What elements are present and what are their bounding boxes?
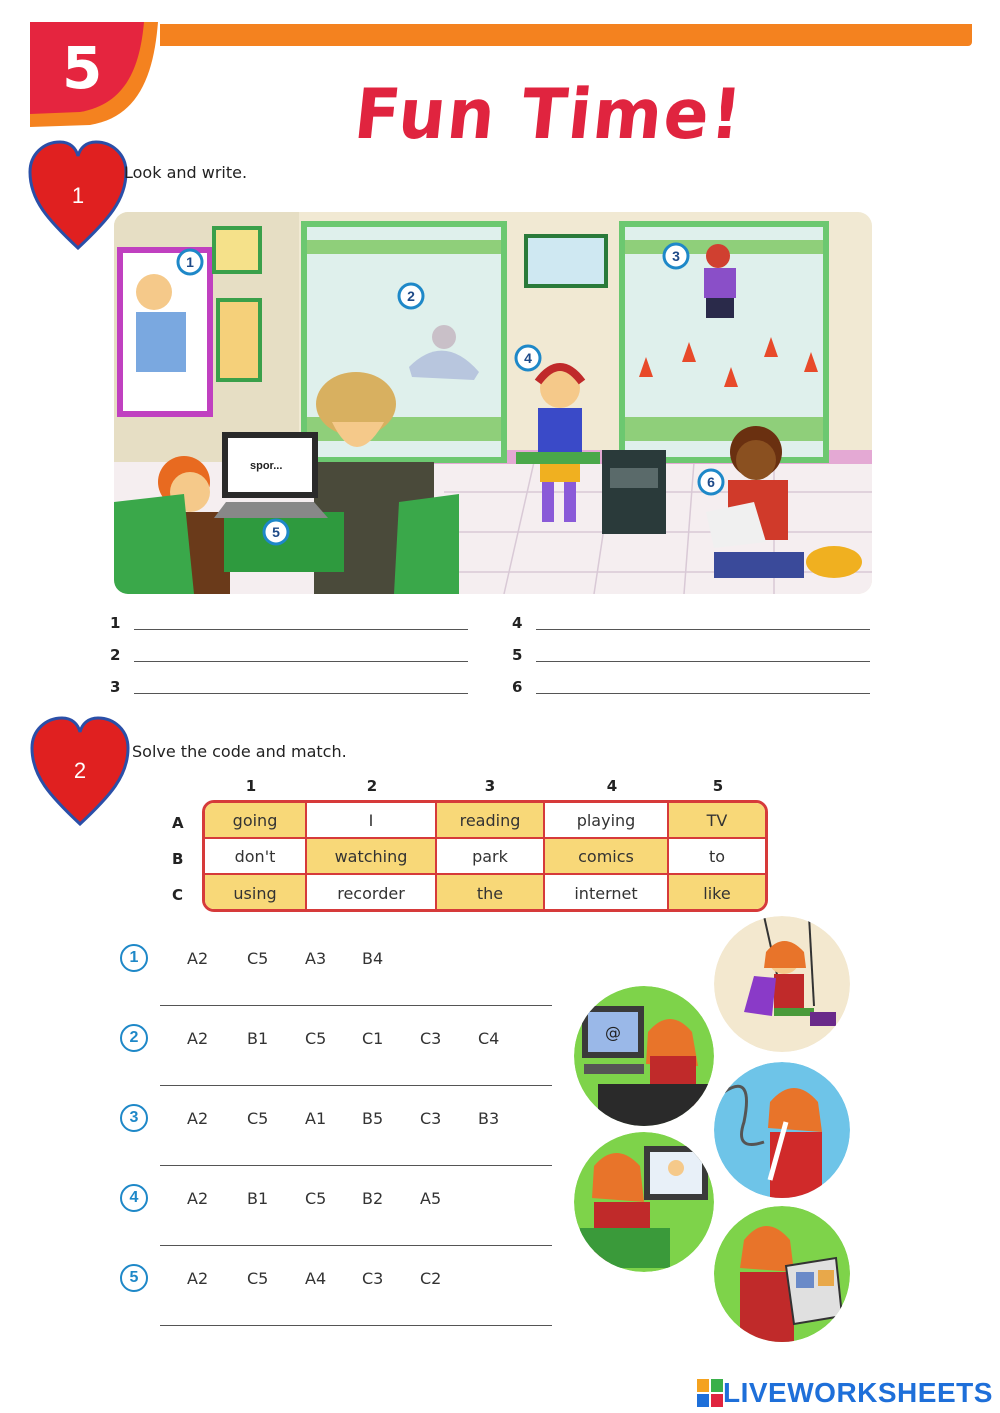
code-reference: C1 <box>362 1029 384 1048</box>
column-header-5: 5 <box>712 777 724 795</box>
answer-line[interactable] <box>536 661 870 662</box>
code-cell: recorder <box>307 875 437 911</box>
answer-number: 1 <box>110 614 121 632</box>
code-reference: C5 <box>305 1029 327 1048</box>
question-number: 3 <box>120 1104 148 1132</box>
row-label-c: C <box>172 886 184 904</box>
code-reference: A5 <box>420 1189 442 1208</box>
answer-line[interactable] <box>134 629 468 630</box>
answer-line[interactable] <box>160 1245 552 1246</box>
svg-text:@: @ <box>605 1023 621 1042</box>
code-reference: A4 <box>305 1269 327 1288</box>
scene-badge-5: 5 <box>272 524 280 540</box>
column-header-1: 1 <box>245 777 257 795</box>
code-reference: C5 <box>247 949 269 968</box>
column-header-2: 2 <box>366 777 378 795</box>
tv-picture <box>574 1132 714 1272</box>
code-reference: C3 <box>362 1269 384 1288</box>
code-cell: like <box>669 875 765 911</box>
header-bar <box>160 24 972 46</box>
code-reference: C5 <box>247 1269 269 1288</box>
code-reference: B1 <box>247 1029 269 1048</box>
unit-number: 5 <box>62 34 103 102</box>
scene-badge-2: 2 <box>407 288 415 304</box>
recorder-picture <box>714 1062 850 1198</box>
code-cell: playing <box>545 803 669 839</box>
code-reference: A2 <box>187 1269 209 1288</box>
column-header-3: 3 <box>484 777 496 795</box>
code-cell: the <box>437 875 545 911</box>
code-reference: A2 <box>187 949 209 968</box>
exercise-1-number: 1 <box>71 183 85 208</box>
code-cell: going <box>205 803 307 839</box>
scene-badge-1: 1 <box>186 254 194 270</box>
footer-brand <box>697 1376 993 1410</box>
swing-picture <box>714 916 850 1052</box>
question-number: 2 <box>120 1024 148 1052</box>
answer-line[interactable] <box>536 693 870 694</box>
code-reference: A2 <box>187 1029 209 1048</box>
liveworksheets-logo-icon <box>697 1379 723 1407</box>
code-reference: B4 <box>362 949 384 968</box>
code-cell: I <box>307 803 437 839</box>
question-number: 5 <box>120 1264 148 1292</box>
answer-number: 6 <box>512 678 523 696</box>
code-reference: B1 <box>247 1189 269 1208</box>
code-reference: C2 <box>420 1269 442 1288</box>
answer-line[interactable] <box>160 1325 552 1326</box>
answer-line[interactable] <box>160 1165 552 1166</box>
exercise-1-instruction: Look and write. <box>124 163 248 182</box>
code-reference: A2 <box>187 1189 209 1208</box>
code-reference: A2 <box>187 1109 209 1128</box>
answer-number: 4 <box>512 614 523 632</box>
code-cell: to <box>669 839 765 875</box>
code-cell: reading <box>437 803 545 839</box>
code-reference: C4 <box>478 1029 500 1048</box>
exercise-2-instruction: Solve the code and match. <box>132 742 347 761</box>
computer-picture <box>574 986 714 1126</box>
scene-badge-4: 4 <box>524 350 532 366</box>
column-header-4: 4 <box>606 777 618 795</box>
page-title: Fun Time! <box>350 74 748 155</box>
code-reference: C3 <box>420 1109 442 1128</box>
answer-line[interactable] <box>160 1005 552 1006</box>
code-cell: park <box>437 839 545 875</box>
answer-number: 3 <box>110 678 121 696</box>
code-reference: A3 <box>305 949 327 968</box>
code-reference: B2 <box>362 1189 384 1208</box>
code-reference: B3 <box>478 1109 500 1128</box>
row-label-a: A <box>172 814 184 832</box>
code-reference: C5 <box>305 1189 327 1208</box>
answer-line[interactable] <box>536 629 870 630</box>
brand-name: LIVEWORKSHEETS <box>723 1377 993 1408</box>
scene-badge-3: 3 <box>672 248 680 264</box>
question-number: 4 <box>120 1184 148 1212</box>
answer-number: 5 <box>512 646 523 664</box>
code-cell: TV <box>669 803 765 839</box>
code-reference: A1 <box>305 1109 327 1128</box>
answer-line[interactable] <box>134 661 468 662</box>
code-cell: don't <box>205 839 307 875</box>
exercise-2-number: 2 <box>73 758 87 783</box>
answer-number: 2 <box>110 646 121 664</box>
question-number: 1 <box>120 944 148 972</box>
code-cell: internet <box>545 875 669 911</box>
code-cell: using <box>205 875 307 911</box>
code-cell: comics <box>545 839 669 875</box>
code-reference: C5 <box>247 1109 269 1128</box>
code-grid <box>202 800 768 912</box>
scene-illustration <box>114 212 872 594</box>
code-reference: B5 <box>362 1109 384 1128</box>
code-cell: watching <box>307 839 437 875</box>
answer-line[interactable] <box>160 1085 552 1086</box>
scene-badge-6: 6 <box>707 474 715 490</box>
laptop-search-text: spor... <box>250 460 283 472</box>
row-label-b: B <box>172 850 184 868</box>
answer-line[interactable] <box>134 693 468 694</box>
comics-picture <box>714 1206 850 1342</box>
code-reference: C3 <box>420 1029 442 1048</box>
